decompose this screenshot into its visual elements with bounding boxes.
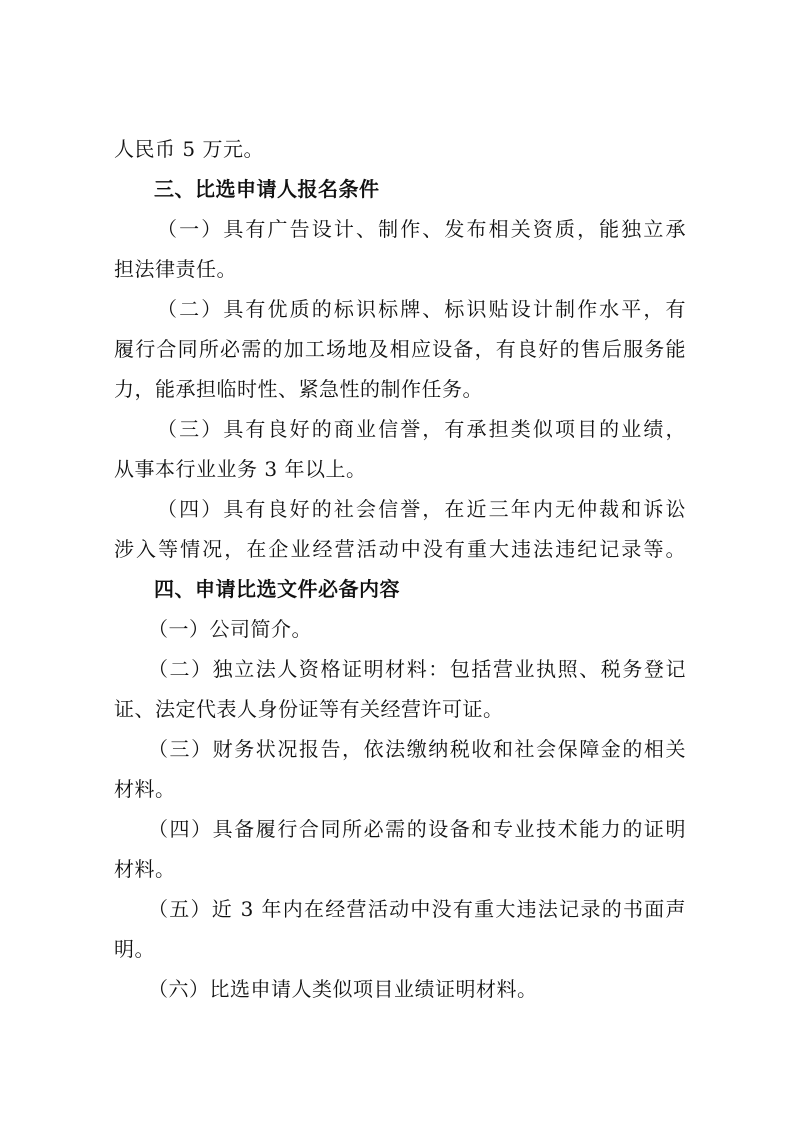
paragraph-line: （四）具备履行合同所必需的设备和专业技术能力的证明 — [148, 817, 686, 841]
paragraph-line: 材料。 — [114, 777, 176, 801]
paragraph-line: 人民币 5 万元。 — [114, 137, 264, 161]
paragraph-line: 涉入等情况，在企业经营活动中没有重大违法违纪记录等。 — [114, 537, 686, 561]
paragraph-line: （二）具有优质的标识标牌、标识贴设计制作水平，有 — [157, 297, 686, 321]
document-body — [114, 129, 686, 1009]
paragraph-line: （四）具有良好的社会信誉，在近三年内无仲裁和诉讼 — [157, 497, 686, 521]
paragraph-line: 从事本行业业务 3 年以上。 — [114, 457, 367, 481]
paragraph-line: 证、法定代表人身份证等有关经营许可证。 — [114, 697, 504, 721]
section-heading: 四、申请比选文件必备内容 — [154, 577, 400, 601]
paragraph-line: （三）财务状况报告，依法缴纳税收和社会保障金的相关 — [148, 737, 686, 761]
paragraph-line: （五）近 3 年内在经营活动中没有重大违法记录的书面声 — [148, 897, 686, 921]
paragraph-line: （三）具有良好的商业信誉，有承担类似项目的业绩， — [157, 417, 686, 441]
paragraph-line: （六）比选申请人类似项目业绩证明材料。 — [148, 977, 538, 1001]
section-heading: 三、比选申请人报名条件 — [154, 177, 380, 201]
paragraph-line: 履行合同所必需的加工场地及相应设备，有良好的售后服务能 — [114, 337, 686, 361]
paragraph-line: （一）公司简介。 — [148, 617, 312, 641]
paragraph-line: （一）具有广告设计、制作、发布相关资质，能独立承 — [157, 217, 686, 241]
paragraph-line: 材料。 — [114, 857, 176, 881]
paragraph-line: 力，能承担临时性、紧急性的制作任务。 — [114, 377, 483, 401]
paragraph-line: 担法律责任。 — [114, 257, 237, 281]
paragraph-line: 明。 — [114, 937, 155, 961]
paragraph-line: （二）独立法人资格证明材料：包括营业执照、税务登记 — [148, 657, 686, 681]
